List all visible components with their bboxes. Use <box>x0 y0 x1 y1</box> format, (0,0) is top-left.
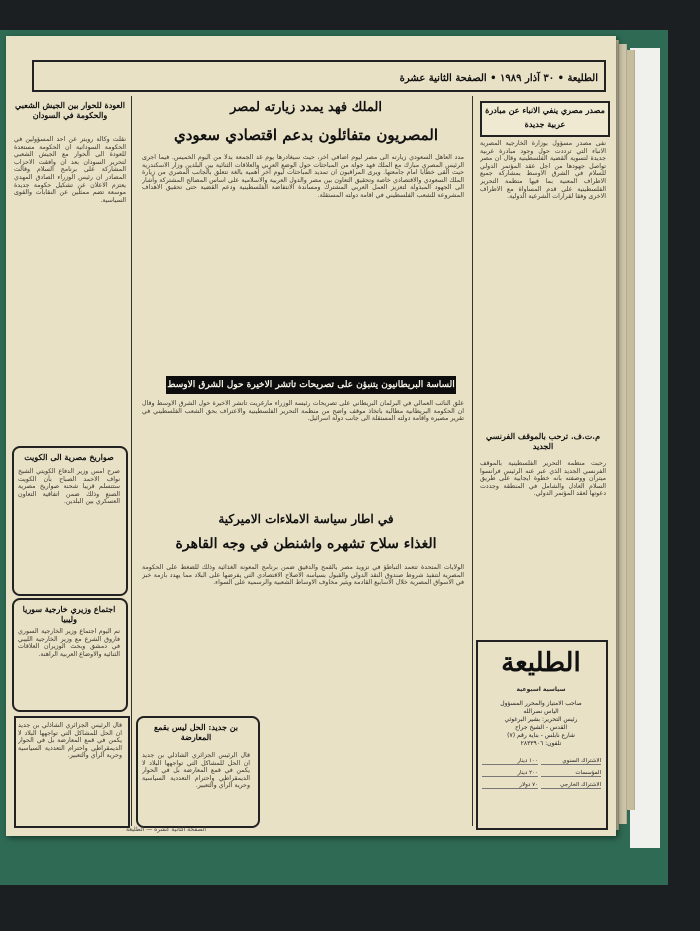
rate-label: الاشتراك الخارجي <box>541 782 601 789</box>
middle-body: الولايات المتحدة تتعمد التباطؤ في تزويد مصر بالقمح والدقيق ضمن برنامج المعونة الغذائية وذلك للضغط على الحكومة المصرية لتنفيذ شروط صندوق النقد الدولي والقبول بسياسة الاصلاح الاقتصادي التي يفرضها على البلاد مما يهدد بازمة خبز في الاسواق المصرية خلال الاسابيع القادمة ويثير مخاوف الاوساط الشعبية والرسمية على السواء. <box>142 564 464 587</box>
masthead-logo: الطليعة <box>501 648 581 678</box>
bottom-left-body: قال الرئيس الجزائري الشاذلي بن جديد ان الحل للمشاكل التي تواجهها البلاد لا يكمن في قمع المعارضة بل في الحوار الديمقراطي واحترام التعددية السياسية وحرية الرأي والتعبير. <box>142 752 250 790</box>
masthead-line: القدس - الشيخ جراح <box>515 724 567 731</box>
rate-value: ٧٠ دولار <box>482 782 538 789</box>
boxed-headline: الساسة البريطانيون يتنبؤن على تصريحات تاتشر الاخيرة حول الشرق الاوسط <box>166 376 456 394</box>
rate-label: الاشتراك السنوي <box>541 758 601 765</box>
middle-headline: الغذاء سلاح تشهره واشنطن في وجه القاهرة <box>175 536 437 552</box>
column-rule <box>131 96 132 826</box>
left-col-body: نقلت وكالة رويتر عن احد المسؤولين في الحكومة السودانية ان الحكومة مستعدة للعودة الى الحوار مع الجيش الشعبي لتحرير السودان بعد ان وافقت الاحزاب المشاركة على برنامج السلام وقالت المصادر ان رئيس الوزراء الصادق المهدي يعتزم الاعلان عن تشكيل حكومة جديدة موسعة تضم ممثلين عن النقابات والقوى السياسية. <box>14 136 126 204</box>
rate-value: ١٠٠ دينار <box>482 758 538 765</box>
masthead-line: صاحب الامتياز والمحرر المسؤول <box>500 700 582 707</box>
masthead-line: شارع نابلس - بناية رقم (٧) <box>507 732 575 739</box>
bottom-left-title: بن جديد: الحل ليس بقمع المعارضة <box>153 722 239 742</box>
lead-headline: المصريون متفائلون بدعم اقتصادي سعودي <box>174 126 438 144</box>
right-col-title: مصدر مصري ينفي الانباء عن مبادرة عربية جديدة <box>480 101 610 137</box>
right-col-body2: رحبت منظمة التحرير الفلسطينية بالموقف الفرنسي الجديد الذي عبر عنه الرئيس فرانسوا ميتران ووصفته بانه خطوة ايجابية على طريق السلام العادل والشامل في المنطقة وجددت دعوتها لعقد المؤتمر الدولي. <box>480 460 606 498</box>
page-footer: الصفحة الثانية عشرة — الطليعة <box>126 826 206 833</box>
running-head: الطليعة • ٣٠ آذار ١٩٨٩ • الصفحة الثانية عشرة <box>399 73 598 84</box>
left-col-body2: صرح امس وزير الدفاع الكويتي الشيخ نواف الاحمد الصباح بأن الكويت ستتسلم قريبا شحنة صواريخ مصرية الصنع وذلك ضمن اتفاقية التعاون العسكري بين البلدين. <box>18 468 120 506</box>
middle-kicker: في اطار سياسة الاملاءات الاميركية <box>218 512 394 526</box>
left-col-title3: اجتماع وزيري خارجية سوريا وليبيا <box>22 604 116 624</box>
left-col-title: العودة للحوار بين الجيش الشعبي والحكومة في السودان <box>15 100 125 120</box>
rate-value: ٢٠٠ دينار <box>482 770 538 777</box>
lead-kicker: الملك فهد يمدد زيارته لمصر <box>230 100 382 115</box>
masthead-line: تلفون: ٢٨٣٣٩٠٦ <box>520 740 562 747</box>
masthead-line: رئيس التحرير: بشير البرغوثي <box>504 716 578 723</box>
boxed-body: علق النائب العمالي في البرلمان البريطاني على تصريحات رئيسة الوزراء مارغريت تاتشر الاخيرة حول الشرق الاوسط وقال ان الحكومة البريطانية مطالبة باتخاذ موقف واضح من منظمة التحرير الفلسطينية والاعتراف بحق الشعب الفلسطيني في تقرير مصيره واقامة دولته المستقلة الى جانب دولة اسرائيل. <box>142 400 464 423</box>
bottom-left-body-a: قال الرئيس الجزائري الشاذلي بن جديد ان الحل للمشاكل التي تواجهها البلاد لا يكمن في قمع المعارضة بل في الحوار الديمقراطي واحترام التعددية السياسية وحرية الرأي والتعبير. <box>18 722 122 760</box>
lead-body: مدد العاهل السعودي زيارته الى مصر ليوم اضافي آخر، حيث سيغادرها يوم غد الجمعة بدلا من اليوم الخميس. فيما اجرى الرئيس المصري مبارك مع الملك فهد جولة من المباحثات حول الوضع العربي والعلاقات الثنائية بين البلدين وزار الاسكندرية حيث القى خطابا امام جامعتها. ويرى المراقبون ان تمديد المباحثات ليوم آخر أهمية بالغة تتعلق بالجانب المصري من زيارة الملك السعودي والاقتصادي خاصة وتحقيق التعاون بين مصر والدول العربية والاسلامية على اساس المصالح المشتركة وأشار الى الجهود المبذولة لتعزيز العمل العربي المشترك ومساندة الانتفاضة الفلسطينية ودعم القضية حتى تحقيق الاهداف المشروعة للشعب الفلسطيني في اقامة دولته المستقلة. <box>142 154 464 199</box>
right-col-title2: م.ت.ف. ترحب بالموقف الفرنسي الجديد <box>485 431 601 451</box>
newspaper-page <box>6 36 616 836</box>
masthead-line: الياس نصرالله <box>523 708 559 715</box>
rate-label: المؤسسات <box>541 770 601 777</box>
column-rule <box>472 96 473 826</box>
right-col-body: نفى مصدر مسؤول بوزارة الخارجية المصرية الانباء التي ترددت حول وجود مبادرة عربية جديدة لتسوية القضية الفلسطينية وقال ان مصر تواصل جهودها من اجل عقد المؤتمر الدولي للسلام في الشرق الاوسط بمشاركة جميع الاطراف المعنية بما فيها منظمة التحرير الفلسطينية على قدم المساواة مع الاطراف الاخرى وفقا لقرارات الشرعية الدولية. <box>480 140 606 201</box>
left-col-body3: تم اليوم اجتماع وزير الخارجية السوري فاروق الشرع مع وزير الخارجية الليبي في دمشق وبحث الوزيران العلاقات الثنائية والاوضاع العربية الراهنة. <box>18 628 120 658</box>
masthead-sub: سياسية اسبوعية <box>516 686 566 693</box>
left-col-title2: صواريخ مصرية الى الكويت <box>24 452 114 462</box>
